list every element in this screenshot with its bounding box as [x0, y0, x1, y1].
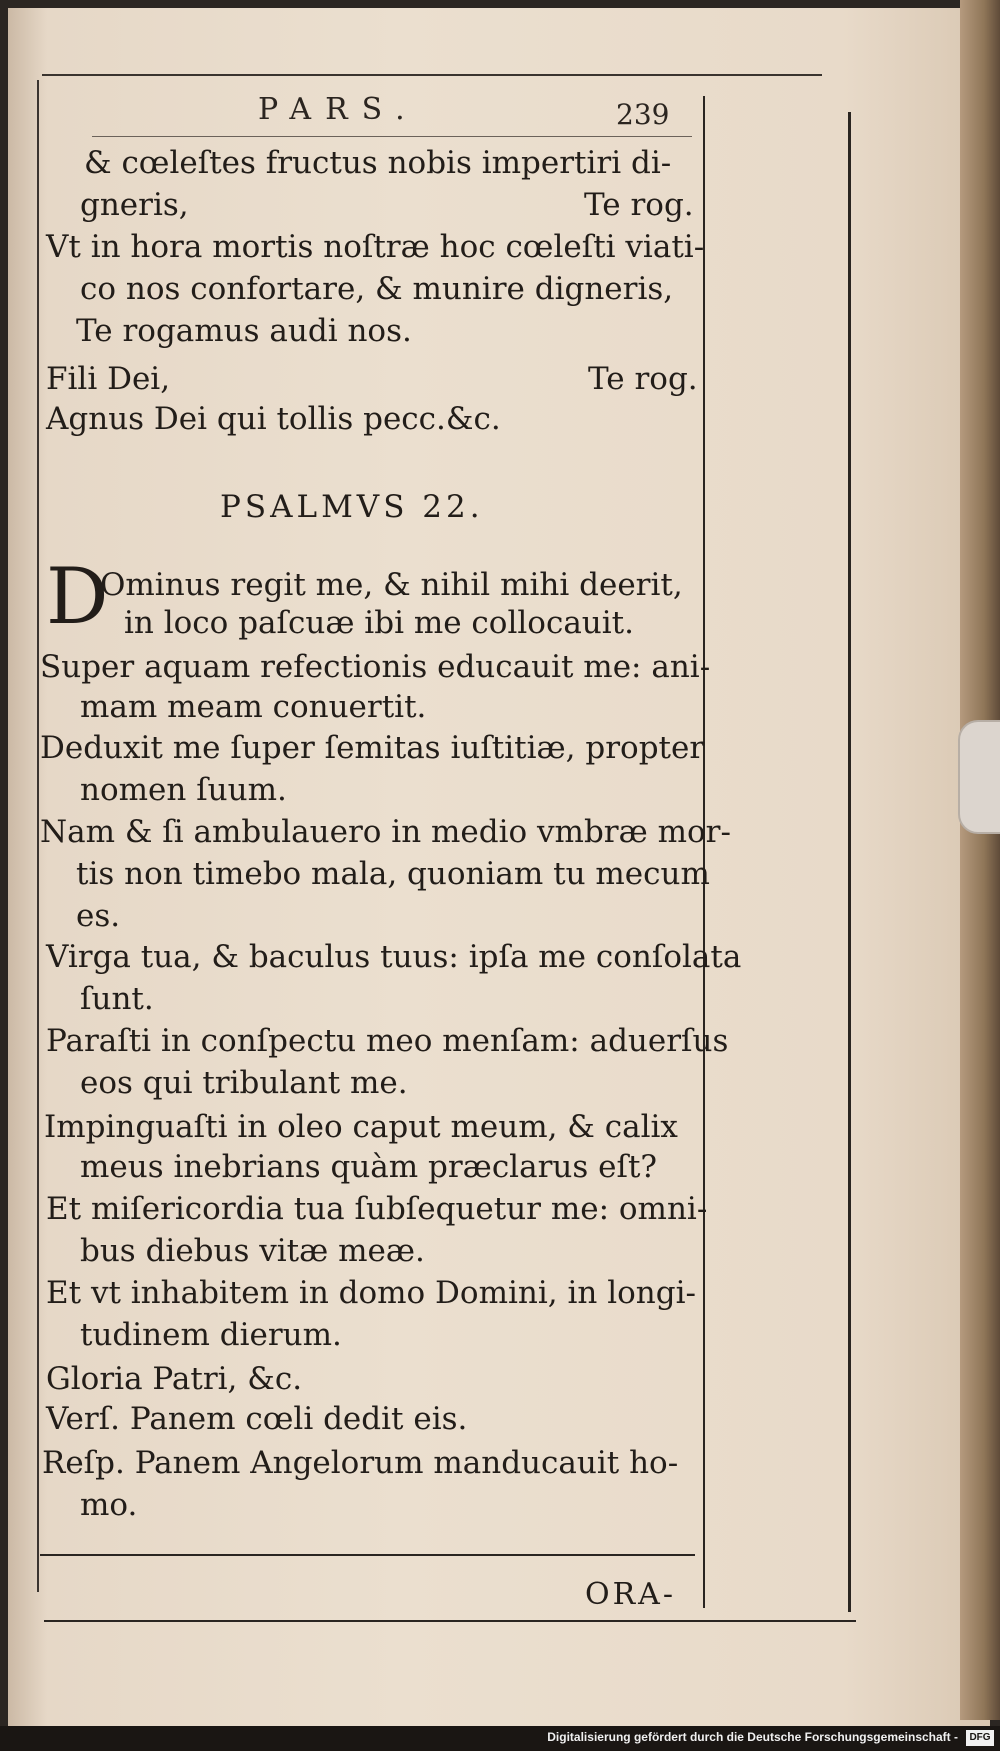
psalm-line: Ominus regit me, & nihil mihi deerit,: [100, 567, 683, 603]
psalm-line: ſunt.: [80, 981, 154, 1017]
psalm-line: nomen ſuum.: [80, 772, 287, 808]
page-tab: [958, 720, 1000, 834]
frame-left-rule: [37, 80, 39, 1592]
psalm-line: Et vt inhabitem in domo Domini, in longi-: [46, 1275, 696, 1311]
text-line: & cœleſtes fructus nobis impertiri di-: [84, 145, 672, 181]
psalm-line: mam meam conuertit.: [80, 689, 427, 725]
psalm-line: Paraſti in conſpectu meo menſam: aduerſus: [46, 1023, 729, 1059]
psalm-line: Gloria Patri, &c.: [46, 1361, 303, 1397]
psalm-line: meus inebrians quàm præclarus eſt?: [80, 1149, 658, 1185]
text-column-right-rule: [703, 96, 705, 1608]
psalm-line: Virga tua, & baculus tuus: ipſa me conſolata: [46, 939, 742, 975]
psalm-line: Deduxit me ſuper ſemitas iuſtitiæ, propter: [40, 730, 705, 766]
psalm-heading: PSALMVS 22.: [220, 489, 484, 525]
text-line: Te rogamus audi nos.: [76, 313, 412, 349]
frame-bottom-rule: [44, 1620, 856, 1622]
psalm-line: Reſp. Panem Angelorum manducauit ho-: [42, 1445, 679, 1481]
psalm-line: tudinem dierum.: [80, 1317, 342, 1353]
frame-right-rule: [848, 112, 851, 1612]
footer-credit: Digitalisierung gefördert durch die Deutsche Forschungsgemeinschaft -: [547, 1730, 958, 1744]
text-line: co nos confortare, & munire digneris,: [80, 271, 674, 307]
psalm-line: es.: [76, 898, 121, 934]
drop-cap: D: [46, 552, 109, 642]
text-line: Fili Dei,: [46, 361, 171, 397]
text-bottom-rule: [40, 1554, 695, 1556]
running-header: PARS.: [258, 92, 419, 127]
page-number: 239: [616, 98, 670, 131]
psalm-line: Et miſericordia tua ſubſequetur me: omni-: [46, 1191, 708, 1227]
page-edge: [960, 0, 1000, 1720]
text-line: Agnus Dei qui tollis pecc.&c.: [46, 401, 501, 437]
header-rule: [92, 136, 692, 137]
text-line: Te rog.: [584, 187, 694, 223]
dfg-logo: DFG: [966, 1730, 994, 1746]
psalm-line: Nam & ſi ambulauero in medio vmbræ mor-: [40, 814, 731, 850]
psalm-line: in loco paſcuæ ibi me collocauit.: [124, 605, 634, 641]
text-line: Te rog.: [588, 361, 698, 397]
frame-top-rule: [42, 74, 822, 76]
text-line: gneris,: [80, 187, 189, 223]
psalm-line: mo.: [80, 1487, 138, 1523]
catchword: ORA-: [585, 1577, 676, 1612]
text-line: Vt in hora mortis noſtræ hoc cœleſti viati-: [46, 229, 705, 265]
psalm-line: eos qui tribulant me.: [80, 1065, 408, 1101]
psalm-line: Impinguaſti in oleo caput meum, & calix: [44, 1109, 678, 1145]
psalm-line: tis non timebo mala, quoniam tu mecum: [76, 856, 710, 892]
psalm-line: bus diebus vitæ meæ.: [80, 1233, 425, 1269]
psalm-line: Super aquam refectionis educauit me: ani-: [40, 649, 711, 685]
psalm-line: Verſ. Panem cœli dedit eis.: [46, 1401, 468, 1437]
